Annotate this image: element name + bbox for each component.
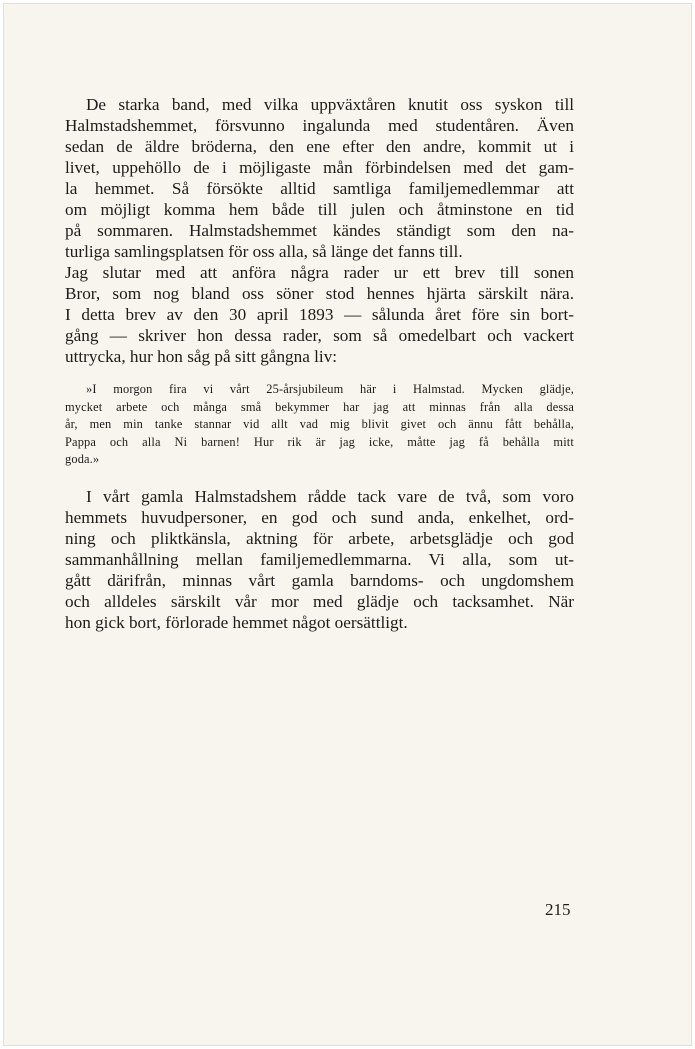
- text-line: på sommaren. Halmstadshemmet kändes ständigt som den na-: [65, 221, 574, 240]
- text-line: Jag slutar med att anföra några rader ur ett brev till sonen: [65, 263, 574, 282]
- text-line: I detta brev av den 30 april 1893 — sålunda året före sin bort-: [65, 305, 574, 324]
- text-line: Halmstadshemmet, försvunno ingalunda med studentåren. Även: [65, 116, 574, 135]
- text-line: gått därifrån, minnas vårt gamla barndoms- och ungdomshem: [65, 571, 574, 590]
- letter-quote: [65, 381, 574, 469]
- quote-line: »I morgon fira vi vårt 25-årsjubileum här i Halmstad. Mycken glädje,: [86, 382, 574, 396]
- paragraph-halmstad-home: [65, 486, 574, 633]
- page-number: 215: [545, 900, 571, 919]
- text-line: uttrycka, hur hon såg på sitt gångna liv:: [65, 347, 338, 366]
- quote-line: Pappa och alla Ni barnen! Hur rik är jag icke, måtte jag få behålla mitt: [65, 434, 574, 449]
- quote-line: år, men min tanke stannar vid allt vad mig blivit givet och ännu fått behålla,: [65, 417, 574, 431]
- text-line: la hemmet. Så försökte alltid samtliga familjemedlemmar att: [65, 179, 574, 198]
- text-line: livet, uppehöllo de i möjligaste mån förbindelsen med det gam-: [65, 158, 574, 177]
- text-line: ning och pliktkänsla, aktning för arbete, arbetsglädje och god: [65, 529, 574, 548]
- paragraph-family-ties: [65, 94, 574, 262]
- text-line: De starka band, med vilka uppväxtåren knutit oss syskon till: [86, 95, 574, 114]
- text-line: Bror, som nog bland oss söner stod hennes hjärta särskilt nära.: [65, 284, 574, 303]
- text-line: hon gick bort, förlorade hemmet något oersättligt.: [65, 613, 408, 632]
- text-line: om möjligt komma hem både till julen och åtminstone en tid: [65, 200, 574, 219]
- text-line: hemmets huvudpersoner, en god och sund anda, enkelhet, ord-: [65, 508, 574, 527]
- text-line: turliga samlingsplatsen för oss alla, så länge det fanns till.: [65, 242, 463, 261]
- quote-line: mycket arbete och många små bekymmer har jag att minnas från alla dessa: [65, 399, 574, 414]
- text-line: gång — skriver hon dessa rader, som så omedelbart och vackert: [65, 326, 574, 345]
- text-line: I vårt gamla Halmstadshem rådde tack vare de två, som voro: [86, 487, 574, 506]
- paragraph-letter-intro: [65, 262, 574, 367]
- text-line: sedan de äldre bröderna, den ene efter den andre, kommit ut i: [65, 137, 574, 156]
- text-line: sammanhållning mellan familjemedlemmarna. Vi alla, som ut-: [65, 550, 574, 569]
- quote-line: goda.»: [65, 452, 100, 466]
- text-line: och alldeles särskilt vår mor med glädje och tacksamhet. När: [65, 592, 574, 611]
